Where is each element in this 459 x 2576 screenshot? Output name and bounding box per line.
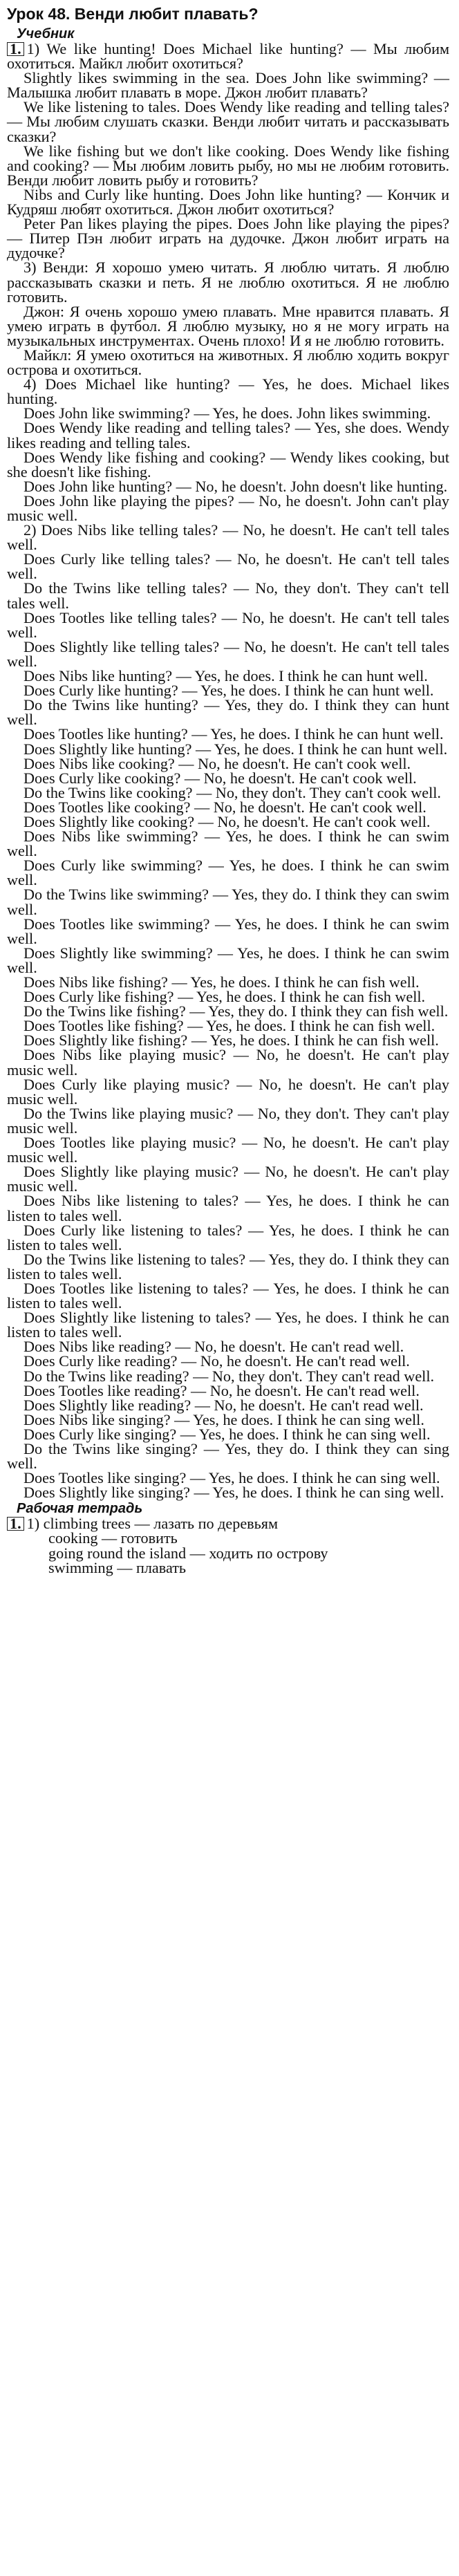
exercise-paragraph <box>7 698 449 727</box>
workbook-line <box>7 1560 449 1575</box>
paragraph-text: Does Tootles like listening to tales? — Yes, he does. I think he can listen to tales well. <box>7 1279 449 1312</box>
exercise-paragraph <box>7 479 449 494</box>
exercise-paragraph <box>7 523 449 552</box>
exercise-paragraph <box>7 1033 449 1047</box>
exercise-paragraph <box>7 1223 449 1252</box>
exercise-paragraph <box>7 637 449 670</box>
exercise-paragraph <box>7 1106 449 1135</box>
exercise-paragraph <box>7 1018 449 1033</box>
paragraph-text: Does Slightly like hunting? — Yes, he does. I think he can hunt well. <box>24 740 448 758</box>
paragraph-text: Does Curly like singing? — Yes, he does. I think he can sing well. <box>24 1425 431 1443</box>
paragraph-text: Does Wendy like fishing and cooking? — Wendy likes cooking, but she doesn't like fishing. <box>7 448 449 480</box>
paragraph-text: Does Nibs like fishing? — Yes, he does. I think he can fish well. <box>24 973 420 991</box>
exercise-paragraph <box>7 1427 449 1441</box>
exercise-paragraph <box>7 552 449 581</box>
exercise-paragraph <box>7 377 449 406</box>
paragraph-text: Does Nibs like singing? — Yes, he does. I think he can sing well. <box>24 1410 424 1428</box>
exercise-paragraph <box>7 975 449 989</box>
exercise-paragraph <box>7 1412 449 1427</box>
exercise-paragraph <box>7 71 449 100</box>
paragraph-text: 3) Венди: Я хорошо умею читать. Я люблю читать. Я люблю рассказывать сказки и петь. Я не люблю охотиться. Я не люблю готовить. <box>7 259 449 306</box>
exercise-paragraph <box>7 785 449 800</box>
exercise-paragraph <box>7 144 449 187</box>
exercise-paragraph <box>7 946 449 975</box>
exercise-paragraph <box>7 1310 449 1339</box>
exercise-paragraph <box>7 917 449 946</box>
workbook-line <box>7 1546 449 1560</box>
paragraph-text: Does Tootles like telling tales? — No, he doesn't. He can't tell tales well. <box>7 608 449 641</box>
exercise-paragraph <box>7 1441 449 1471</box>
workbook-line <box>7 1531 449 1545</box>
exercise-paragraph <box>7 494 449 523</box>
paragraph-text: Does Nibs like swimming? — Yes, he does. I think he can swim well. <box>7 828 449 860</box>
paragraph-text: Does John like swimming? — Yes, he does. John likes swimming. <box>24 404 431 422</box>
paragraph-text: Does Slightly like reading? — No, he doesn't. He can't read well. <box>24 1396 424 1414</box>
paragraph-text: Does Tootles like swimming? — Yes, he does. I think he can swim well. <box>7 915 449 947</box>
section-textbook-heading: Учебник <box>17 26 75 41</box>
paragraph-text: Does Curly like telling tales? — No, he doesn't. He can't tell tales well. <box>7 550 449 583</box>
paragraph-text: Do the Twins like cooking? — No, they don't. They can't cook well. <box>24 783 441 801</box>
paragraph-text: We like fishing but we don't like cooking. Does Wendy like fishing and cooking? — Мы любим ловить рыбу, но мы не любим готовить. Венди любит ловить рыбу и готовить? <box>7 142 449 189</box>
exercise-paragraph <box>7 800 449 814</box>
exercise-paragraph <box>7 829 449 858</box>
paragraph-text: Does Curly like swimming? — Yes, he does. I think he can swim well. <box>7 857 449 889</box>
exercise-paragraph <box>7 348 449 377</box>
workbook-line-text: swimming — плавать <box>48 1558 187 1576</box>
paragraph-text: Does Tootles like hunting? — Yes, he does. I think he can hunt well. <box>24 725 444 743</box>
paragraph-text: Does Slightly like singing? — Yes, he does. I think he can sing well. <box>24 1484 444 1502</box>
paragraph-text: Does Wendy like reading and telling tales? — Yes, she does. Wendy likes reading and telling tales. <box>7 419 449 451</box>
paragraph-text: Does Slightly like cooking? — No, he doesn't. He can't cook well. <box>24 812 431 830</box>
paragraph-text: Does Curly like listening to tales? — Yes, he does. I think he can listen to tales well. <box>7 1221 449 1253</box>
exercise-paragraph <box>7 771 449 785</box>
exercise-paragraph <box>7 610 449 640</box>
workbook-number-badge: 1. <box>7 1517 24 1531</box>
exercise-paragraph <box>7 989 449 1004</box>
paragraph-text: Does Tootles like cooking? — No, he doesn't. He can't cook well. <box>24 798 427 816</box>
paragraph-text: Does Nibs like playing music? — No, he doesn't. He can't play music well. <box>7 1046 449 1079</box>
paragraph-text: Do the Twins like singing? — Yes, they do. I think they can sing well. <box>7 1440 449 1473</box>
paragraph-text: Does Slightly like playing music? — No, he doesn't. He can't play music well. <box>7 1163 449 1195</box>
exercise-paragraph <box>7 756 449 771</box>
workbook-line <box>7 1516 449 1531</box>
exercise-paragraph <box>7 727 449 741</box>
paragraph-text: Джон: Я очень хорошо умею плавать. Мне нравится плавать. Я умею играть в футбол. Я люблю музыку, но я не могу играть на музыкальных инструментах. Очень плохо! И я не люблю готовить. <box>7 302 449 349</box>
exercise-paragraph <box>7 887 449 916</box>
paragraph-text: Does Nibs like cooking? — No, he doesn't. He can't cook well. <box>24 754 411 772</box>
paragraph-text: Does Slightly like listening to tales? — Yes, he does. I think he can listen to tales well. <box>7 1309 449 1341</box>
exercise-paragraph <box>7 1471 449 1485</box>
paragraph-text: 2) Does Nibs like telling tales? — No, he doesn't. He can't tell tales well. <box>7 521 449 554</box>
paragraph-text: Do the Twins like telling tales? — No, they don't. They can't tell tales well. <box>7 579 449 612</box>
exercise-paragraph <box>7 1164 449 1193</box>
paragraph-text: Does Tootles like fishing? — Yes, he does. I think he can fish well. <box>24 1017 435 1035</box>
paragraph-text: Do the Twins like playing music? — No, they don't. They can't play music well. <box>7 1104 449 1137</box>
exercise-paragraph <box>7 1383 449 1398</box>
paragraph-text: Slightly likes swimming in the sea. Does John like swimming? — Малышка любит плавать в море. Джон любит плавать? <box>7 69 449 102</box>
exercise-paragraph <box>7 858 449 887</box>
paragraph-text: Does Tootles like reading? — No, he doesn't. He can't read well. <box>24 1381 420 1399</box>
exercise-paragraph <box>7 216 449 260</box>
paragraph-text: Nibs and Curly like hunting. Does John like hunting? — Кончик и Кудряш любят охотиться. Джон любит охотиться? <box>7 185 449 218</box>
exercise-paragraph <box>7 1369 449 1383</box>
paragraph-text: Does Curly like hunting? — Yes, he does. I think he can hunt well. <box>24 682 434 700</box>
paragraph-text: Does Slightly like telling tales? — No, he doesn't. He can't tell tales well. <box>7 637 449 670</box>
workbook-line-text: 1) climbing trees — лазать по деревьям <box>26 1515 279 1533</box>
section-workbook-heading: Рабочая тетрадь <box>17 1501 143 1517</box>
paragraph-text: Do the Twins like swimming? — Yes, they do. I think they can swim well. <box>7 886 449 918</box>
paragraph-text: Does Curly like reading? — No, he doesn't. He can't read well. <box>24 1352 410 1370</box>
paragraph-text: Does John like playing the pipes? — No, he doesn't. John can't play music well. <box>7 492 449 524</box>
exercise-paragraph <box>7 100 449 143</box>
paragraph-text: 1) We like hunting! Does Michael like hunting? — Мы любим охотиться. Майкл любит охотиться? <box>7 40 449 73</box>
exercise-1 <box>7 41 449 1500</box>
paragraph-text: Do the Twins like reading? — No, they don't. They can't read well. <box>24 1367 435 1385</box>
exercise-paragraph <box>7 1004 449 1018</box>
exercise-paragraph <box>7 814 449 829</box>
paragraph-text: 4) Does Michael like hunting? — Yes, he does. Michael likes hunting. <box>7 375 449 408</box>
exercise-paragraph <box>7 450 449 479</box>
exercise-paragraph <box>7 406 449 420</box>
exercise-paragraph <box>7 304 449 348</box>
exercise-paragraph <box>7 420 449 449</box>
exercise-paragraph <box>7 1485 449 1500</box>
page-title: Урок 48. Венди любит плавать? <box>7 5 259 23</box>
paragraph-text: Майкл: Я умею охотиться на животных. Я люблю ходить вокруг острова и охотиться. <box>7 346 449 379</box>
workbook-exercise-1 <box>7 1516 449 1574</box>
paragraph-text: Does John like hunting? — No, he doesn't. John doesn't like hunting. <box>24 477 448 495</box>
paragraph-text: Does Tootles like playing music? — No, he doesn't. He can't play music well. <box>7 1134 449 1166</box>
exercise-paragraph <box>7 683 449 698</box>
paragraph-text: Peter Pan likes playing the pipes. Does John like playing the pipes? — Питер Пэн любит играть на дудочке. Джон любит играть на дудочке? <box>7 215 449 262</box>
exercise-paragraph <box>7 1135 449 1164</box>
exercise-paragraph <box>7 1398 449 1412</box>
exercise-paragraph <box>7 1077 449 1106</box>
paragraph-text: Does Curly like fishing? — Yes, he does. I think he can fish well. <box>24 988 426 1006</box>
paragraph-text: Does Curly like playing music? — No, he doesn't. He can't play music well. <box>7 1075 449 1108</box>
exercise-paragraph <box>7 581 449 610</box>
exercise-paragraph <box>7 669 449 683</box>
paragraph-text: Do the Twins like listening to tales? — Yes, they do. I think they can listen to tales well. <box>7 1250 449 1282</box>
exercise-paragraph <box>7 1252 449 1281</box>
paragraph-text: Does Slightly like swimming? — Yes, he does. I think he can swim well. <box>7 944 449 976</box>
exercise-paragraph <box>7 187 449 216</box>
exercise-number-badge: 1. <box>7 42 24 56</box>
exercise-paragraph <box>7 1046 449 1079</box>
workbook-line-text: cooking — готовить <box>48 1529 178 1547</box>
exercise-paragraph <box>7 1339 449 1354</box>
exercise-paragraph <box>7 1193 449 1222</box>
exercise-paragraph <box>7 41 449 71</box>
paragraph-text: Does Nibs like hunting? — Yes, he does. I think he can hunt well. <box>24 667 428 685</box>
exercise-paragraph <box>7 1354 449 1368</box>
paragraph-text: Does Nibs like reading? — No, he doesn't. He can't read well. <box>24 1338 404 1356</box>
paragraph-text: Does Slightly like fishing? — Yes, he does. I think he can fish well. <box>24 1032 439 1049</box>
exercise-paragraph <box>7 1281 449 1310</box>
paragraph-text: Do the Twins like fishing? — Yes, they do. I think they can fish well. <box>24 1002 449 1020</box>
exercise-paragraph <box>7 742 449 756</box>
exercise-paragraph <box>7 260 449 304</box>
paragraph-text: Does Curly like cooking? — No, he doesn't. He can't cook well. <box>24 769 417 787</box>
paragraph-text: Does Nibs like listening to tales? — Yes, he does. I think he can listen to tales well. <box>7 1192 449 1224</box>
workbook-line-text: going round the island — ходить по острову <box>48 1544 328 1562</box>
paragraph-text: Does Tootles like singing? — Yes, he does. I think he can sing well. <box>24 1469 440 1487</box>
paragraph-text: We like listening to tales. Does Wendy like reading and telling tales? — Мы любим слушать сказки. Венди любит читать и рассказывать сказки? <box>7 98 449 145</box>
paragraph-text: Do the Twins like hunting? — Yes, they do. I think they can hunt well. <box>7 696 449 729</box>
